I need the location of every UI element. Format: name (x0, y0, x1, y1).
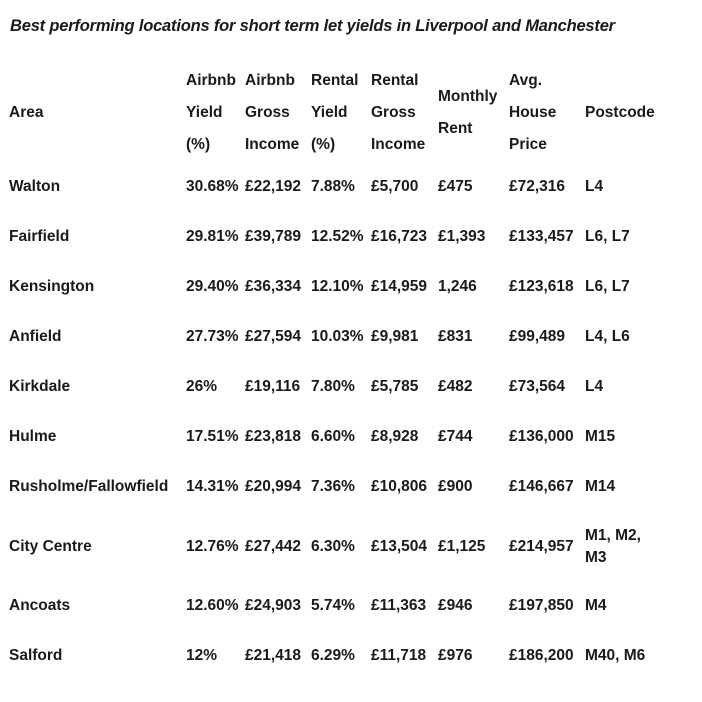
cell-airbnb-income: £21,418 (245, 647, 302, 664)
cell-rental-income: £10,806 (371, 478, 428, 495)
cell-area: Kirkdale (9, 378, 71, 395)
table-row (9, 262, 665, 312)
cell-house-price: £123,618 (509, 278, 574, 295)
cell-area: City Centre (9, 537, 92, 555)
cell-airbnb-yield: 12.76% (186, 537, 239, 555)
yields-table (9, 64, 665, 681)
cell-airbnb-yield: 27.73% (186, 328, 239, 345)
cell-monthly-rent: £1,393 (438, 228, 486, 245)
cell-house-price: £136,000 (509, 428, 574, 445)
cell-airbnb-income: £19,116 (245, 378, 301, 395)
cell-rental-income: £8,928 (371, 428, 419, 445)
cell-airbnb-yield: 17.51% (186, 428, 239, 445)
cell-airbnb-income: £36,334 (245, 278, 302, 295)
cell-house-price: £99,489 (509, 328, 566, 345)
table-row (9, 512, 665, 581)
cell-airbnb-income: £20,994 (245, 478, 302, 495)
cell-monthly-rent: £976 (438, 647, 473, 664)
cell-postcode: M1, M2, M3 (585, 526, 641, 566)
cell-airbnb-yield: 29.81% (186, 228, 239, 245)
cell-house-price: £214,957 (509, 537, 574, 555)
cell-area: Rusholme/Fallowfield (9, 478, 169, 495)
column-header-airbnb-yield: Airbnb Yield (%) (186, 72, 236, 153)
cell-airbnb-yield: 30.68% (186, 178, 239, 195)
cell-rental-income: £9,981 (371, 328, 419, 345)
cell-house-price: £146,667 (509, 478, 574, 495)
cell-rental-yield: 7.80% (311, 378, 355, 395)
cell-airbnb-income: £27,594 (245, 328, 302, 345)
cell-monthly-rent: 1,246 (438, 278, 477, 295)
cell-monthly-rent: £482 (438, 378, 473, 395)
cell-airbnb-income: £24,903 (245, 597, 302, 614)
cell-airbnb-yield: 14.31% (186, 478, 239, 495)
cell-area: Salford (9, 647, 63, 664)
cell-rental-income: £5,785 (371, 378, 419, 395)
cell-house-price: £197,850 (509, 597, 574, 614)
table-title: Best performing locations for short term let yields in Liverpool and Manchester (10, 17, 615, 35)
cell-postcode: M14 (585, 478, 616, 495)
cell-area: Anfield (9, 328, 62, 345)
cell-rental-yield: 12.10% (311, 278, 364, 295)
cell-rental-income: £11,718 (371, 647, 427, 664)
column-header-airbnb-gross-income: Airbnb Gross Income (245, 72, 300, 153)
cell-airbnb-yield: 29.40% (186, 278, 239, 295)
cell-rental-yield: 6.29% (311, 647, 355, 664)
cell-house-price: £72,316 (509, 178, 566, 195)
cell-rental-income: £13,504 (371, 537, 428, 555)
cell-rental-yield: 10.03% (311, 328, 364, 345)
cell-postcode: L6, L7 (585, 228, 630, 245)
cell-airbnb-income: £27,442 (245, 537, 302, 555)
cell-area: Ancoats (9, 597, 71, 614)
table-row (9, 162, 665, 212)
cell-monthly-rent: £475 (438, 178, 473, 195)
cell-rental-yield: 5.74% (311, 597, 355, 614)
cell-airbnb-yield: 12% (186, 647, 218, 664)
cell-airbnb-income: £22,192 (245, 178, 302, 195)
cell-postcode: M4 (585, 597, 607, 614)
cell-area: Fairfield (9, 228, 70, 245)
table-row (9, 581, 665, 631)
column-header-area: Area (9, 104, 44, 121)
cell-airbnb-income: £23,818 (245, 428, 302, 445)
cell-airbnb-income: £39,789 (245, 228, 302, 245)
cell-postcode: L4 (585, 378, 604, 395)
table-row (9, 631, 665, 681)
cell-area: Walton (9, 178, 61, 195)
cell-rental-yield: 7.88% (311, 178, 355, 195)
cell-monthly-rent: £744 (438, 428, 473, 445)
cell-postcode: M15 (585, 428, 616, 445)
cell-monthly-rent: £946 (438, 597, 473, 614)
cell-postcode: M40, M6 (585, 647, 646, 664)
column-header-postcode: Postcode (585, 104, 655, 121)
cell-rental-income: £11,363 (371, 597, 427, 614)
column-header-rental-yield: Rental Yield (%) (311, 72, 359, 153)
cell-rental-yield: 6.30% (311, 537, 355, 555)
cell-house-price: £133,457 (509, 228, 574, 245)
cell-airbnb-yield: 26% (186, 378, 218, 395)
cell-area: Kensington (9, 278, 95, 295)
cell-rental-yield: 6.60% (311, 428, 355, 445)
table-row (9, 312, 665, 362)
cell-postcode: L4, L6 (585, 328, 630, 345)
cell-postcode: L6, L7 (585, 278, 630, 295)
table-row (9, 212, 665, 262)
cell-house-price: £186,200 (509, 647, 574, 664)
column-header-avg-house-price: Avg. House Price (509, 72, 557, 153)
cell-rental-income: £16,723 (371, 228, 428, 245)
cell-postcode: L4 (585, 178, 604, 195)
table-row (9, 462, 665, 512)
cell-rental-yield: 7.36% (311, 478, 355, 495)
column-header-rental-gross-income: Rental Gross Income (371, 72, 426, 153)
cell-rental-yield: 12.52% (311, 228, 364, 245)
cell-rental-income: £14,959 (371, 278, 428, 295)
cell-monthly-rent: £831 (438, 328, 473, 345)
header-row (9, 64, 665, 162)
cell-house-price: £73,564 (509, 378, 566, 395)
cell-airbnb-yield: 12.60% (186, 597, 239, 614)
cell-area: Hulme (9, 428, 57, 445)
cell-monthly-rent: £1,125 (438, 537, 486, 555)
table-row (9, 362, 665, 412)
cell-rental-income: £5,700 (371, 178, 419, 195)
column-header-monthly-rent: Monthly Rent (438, 88, 498, 137)
table-row (9, 412, 665, 462)
cell-monthly-rent: £900 (438, 478, 473, 495)
